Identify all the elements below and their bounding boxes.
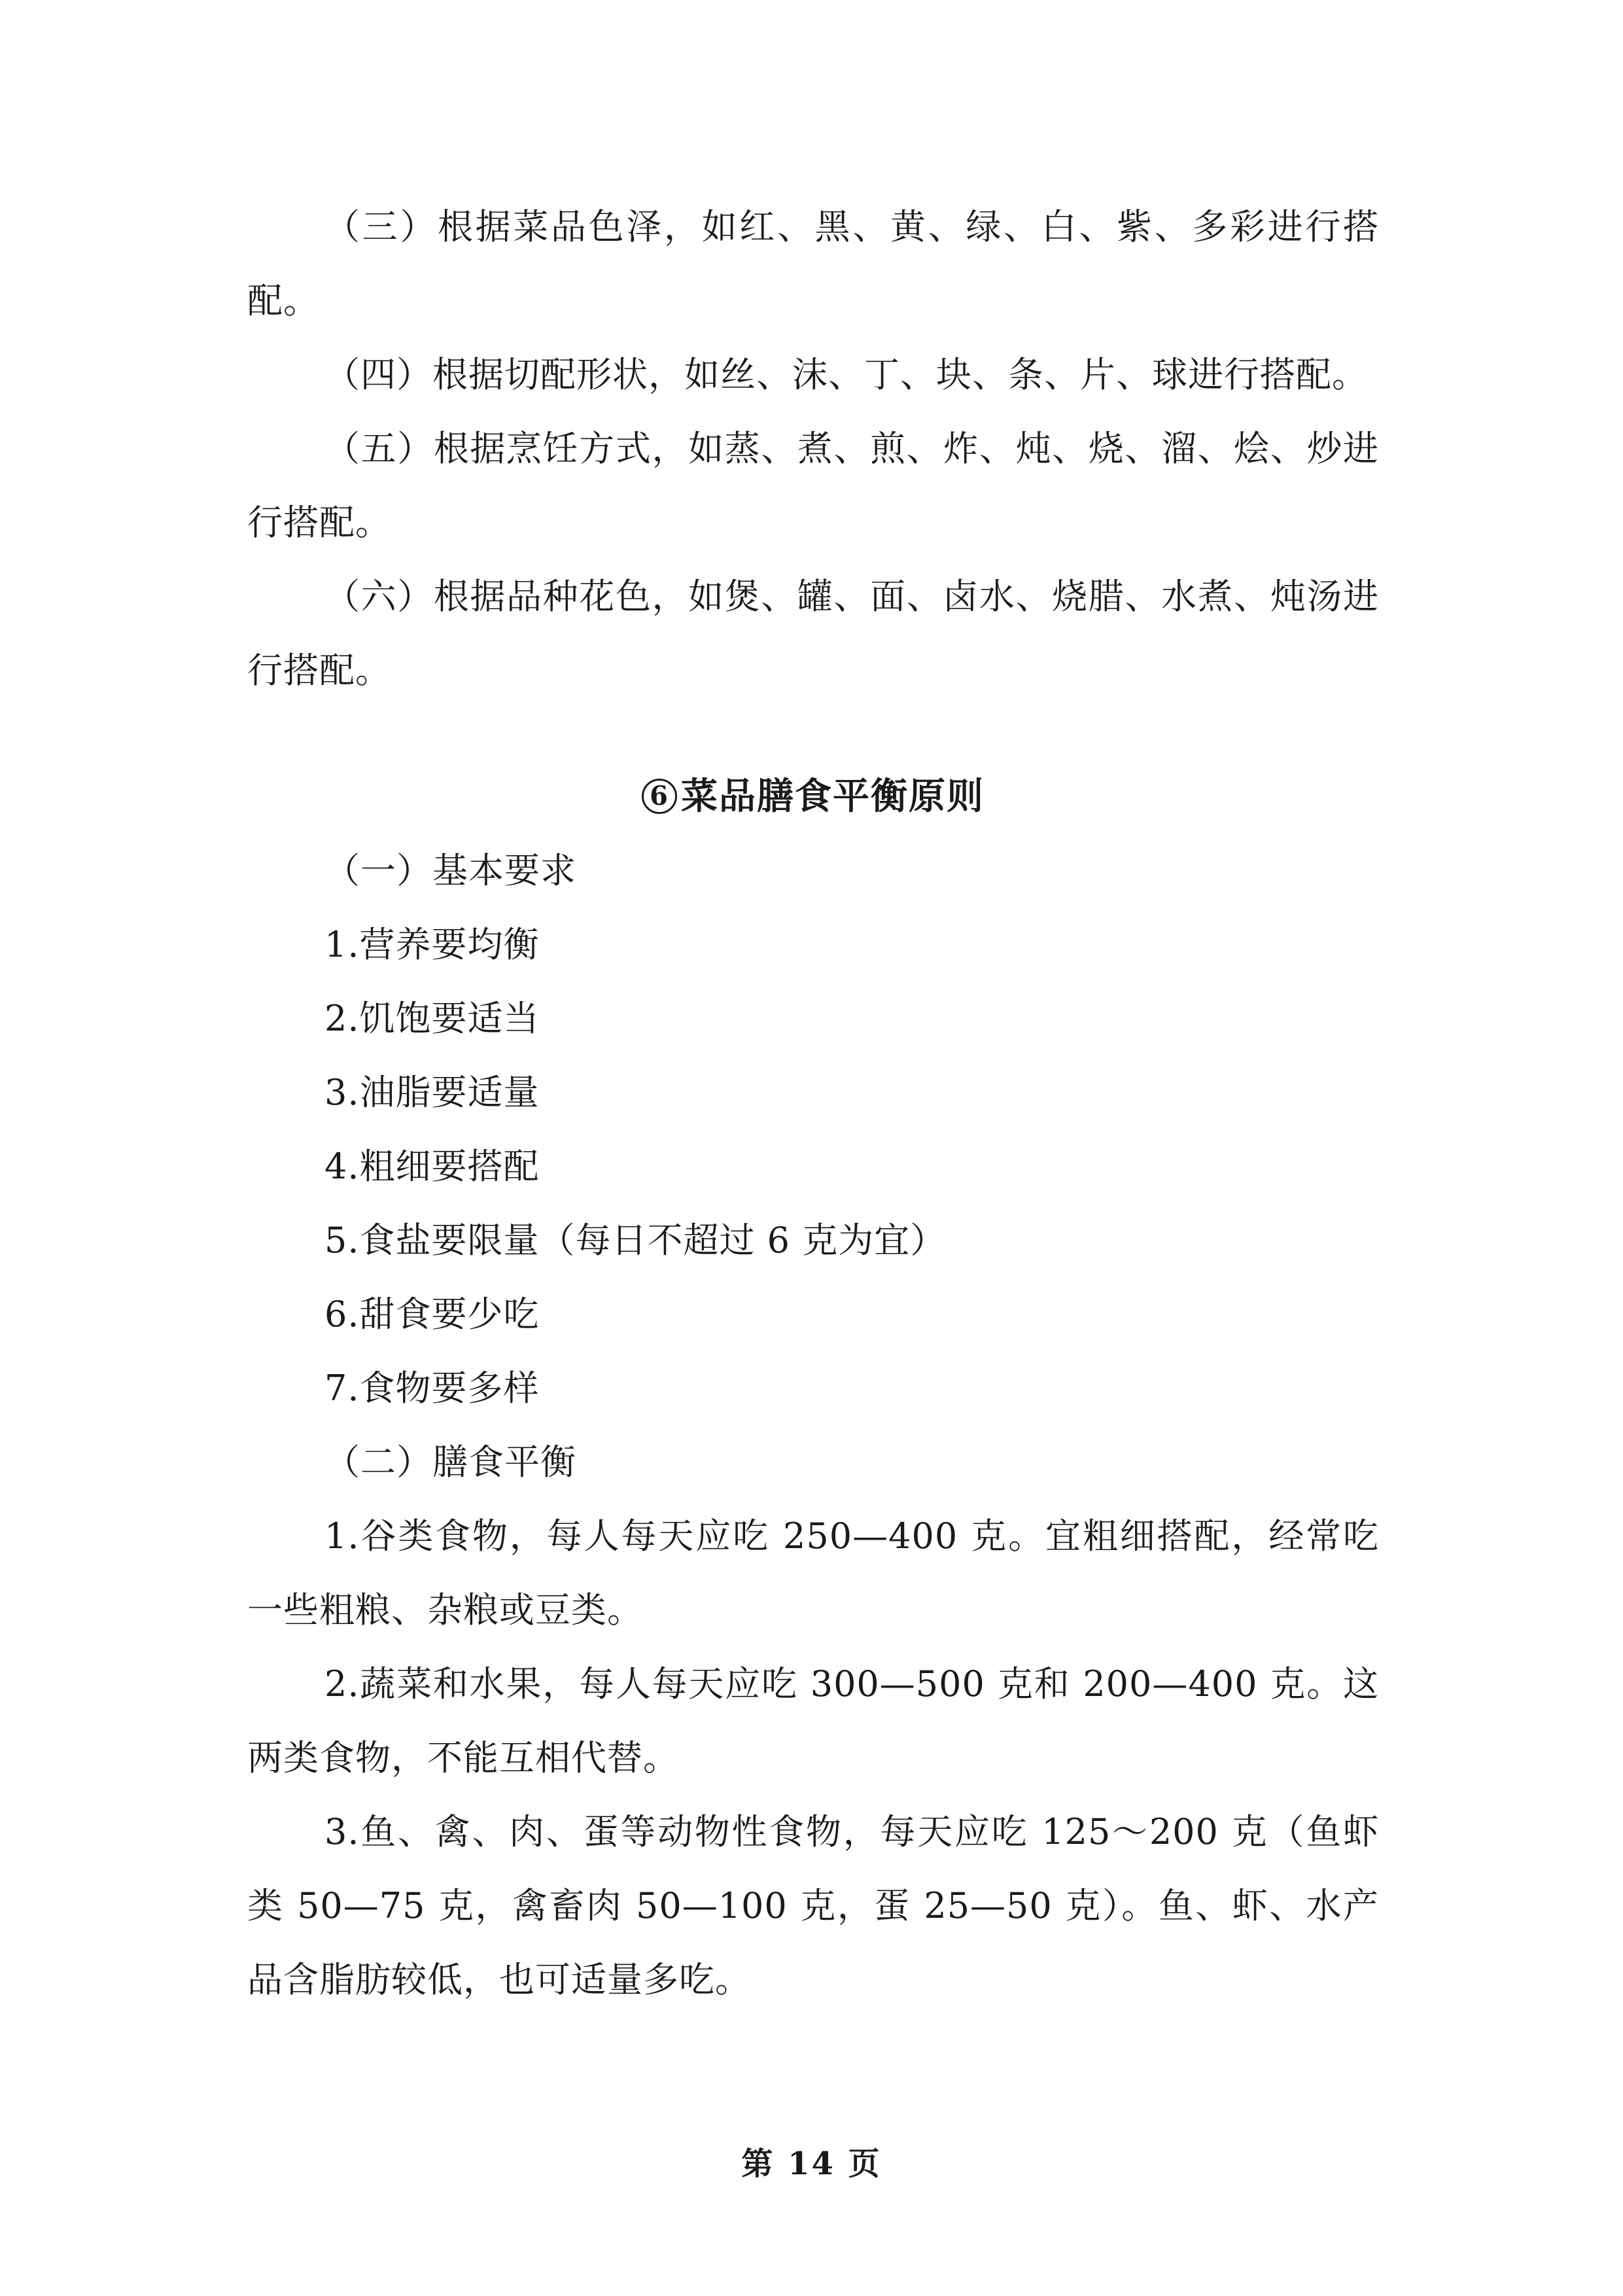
basic-item: 3.油脂要适量 [324, 1072, 540, 1113]
basic-item: 2.饥饱要适当 [324, 998, 540, 1039]
basic-item: 7.食物要多样 [324, 1368, 540, 1409]
paragraph-shape-matching: （四）根据切配形状，如丝、沫、丁、块、条、片、球进行搭配。 [324, 354, 1368, 395]
basic-item: 4.粗细要搭配 [324, 1146, 540, 1187]
balance-item-grains: 1.谷类食物，每人每天应吃 250—400 克。宜粗细搭配，经常吃一些粗粮、杂粮或豆类。 [247, 1515, 1379, 1631]
section-title-text: 菜品膳食平衡原则 [681, 775, 985, 818]
basic-item: 6.甜食要少吃 [324, 1294, 540, 1335]
balance-item-vegetables-fruit: 2.蔬菜和水果，每人每天应吃 300—500 克和 200—400 克。这两类食物，不能互相代替。 [247, 1663, 1379, 1778]
balance-item-animal-food: 3.鱼、禽、肉、蛋等动物性食物，每天应吃 125～200 克（鱼虾类 50—75 克，禽畜肉 50—100 克，蛋 25—50 克）。鱼、虾、水产品含脂肪较低，也可适量多吃。 [247, 1811, 1379, 2000]
section-title [247, 760, 1379, 834]
paragraph-cooking-method: （五）根据烹饪方式，如蒸、煮、煎、炸、炖、烧、溜、烩、炒进行搭配。 [247, 428, 1379, 543]
page-number: 第 14 页 [741, 2146, 882, 2182]
circled-number-icon: 6 [642, 779, 677, 814]
basic-requirements-heading: （一）基本要求 [324, 850, 576, 891]
basic-item: 5.食盐要限量（每日不超过 6 克为宜） [324, 1220, 947, 1261]
basic-item: 1.营养要均衡 [324, 924, 540, 965]
paragraph-variety-matching: （六）根据品种花色，如煲、罐、面、卤水、烧腊、水煮、炖汤进行搭配。 [247, 576, 1379, 691]
paragraph-color-matching: （三）根据菜品色泽，如红、黑、黄、绿、白、紫、多彩进行搭配。 [247, 206, 1379, 321]
page-content [247, 190, 1379, 2017]
diet-balance-heading: （二）膳食平衡 [324, 1441, 576, 1483]
